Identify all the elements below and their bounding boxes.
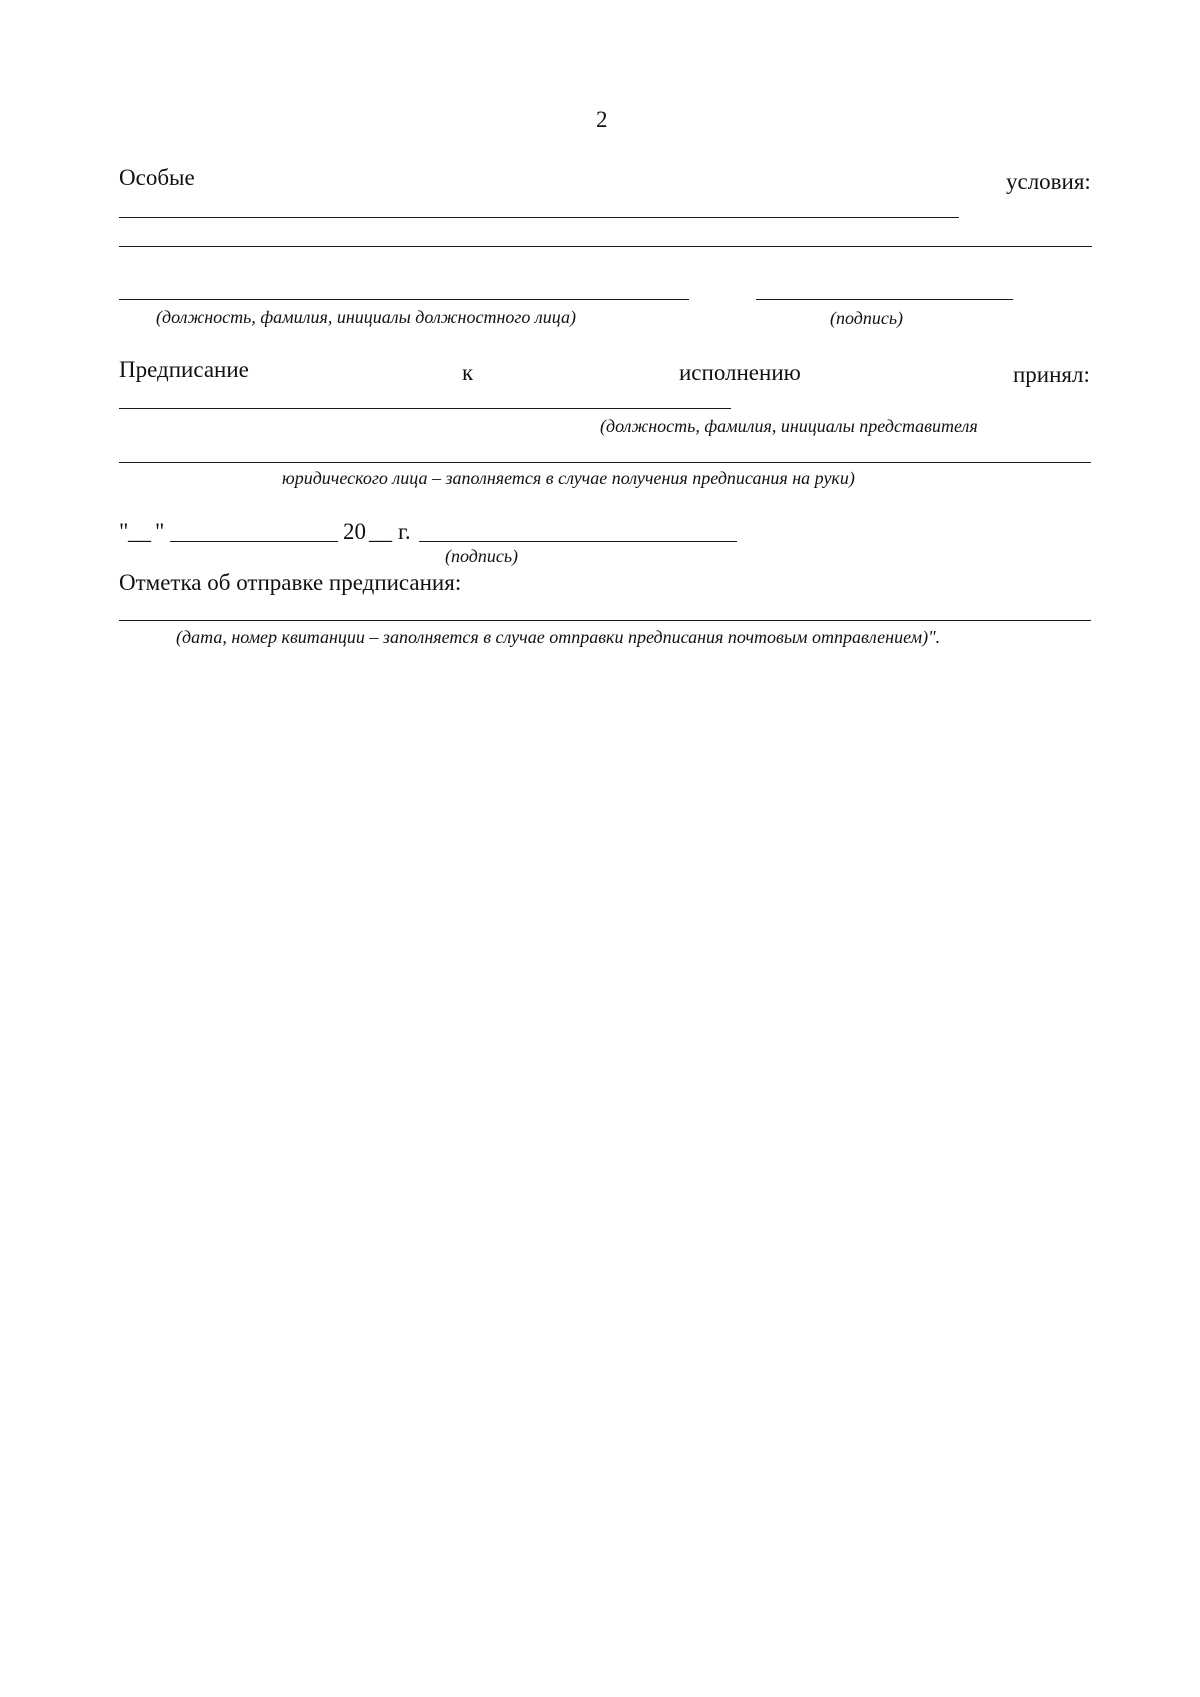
official-position-caption: (должность, фамилия, инициалы должностного лица) — [156, 307, 576, 327]
date-year-prefix: 20 — [343, 519, 366, 544]
date-month-line — [170, 541, 338, 542]
accepted-line-2 — [119, 462, 1091, 463]
date-quote-close: " — [155, 519, 165, 544]
accepted-word-3: исполнению — [679, 360, 801, 385]
date-year-blank: __ — [369, 519, 392, 544]
special-conditions-line-2 — [119, 246, 1092, 247]
official-signature-caption: (подпись) — [830, 308, 904, 328]
special-conditions-line-1 — [119, 217, 959, 218]
dispatch-line — [119, 620, 1091, 621]
dispatch-label: Отметка об отправке предписания: — [119, 570, 462, 595]
date-signature-line — [419, 541, 737, 542]
official-signature-line — [756, 299, 1013, 300]
special-conditions-label-left: Особые — [119, 165, 195, 190]
accepted-word-4: принял: — [1013, 362, 1090, 387]
accepted-caption-line-2: юридического лица – заполняется в случае получения предписания на руки) — [282, 468, 855, 488]
dispatch-caption: (дата, номер квитанции – заполняется в случае отправки предписания почтовым отправлением)". — [176, 627, 941, 647]
accepted-caption-line-1: (должность, фамилия, инициалы представителя — [600, 416, 978, 436]
date-day-blank: __ — [128, 519, 151, 544]
official-position-line — [119, 299, 689, 300]
accepted-line-1 — [119, 408, 731, 409]
special-conditions-label-right: условия: — [1006, 169, 1091, 194]
date-signature-caption: (подпись) — [445, 546, 519, 566]
accepted-word-1: Предписание — [119, 357, 249, 382]
page-number: 2 — [596, 107, 608, 132]
date-quote-open: " — [119, 519, 129, 544]
accepted-word-2: к — [462, 360, 474, 385]
date-year-suffix: г. — [398, 519, 411, 544]
